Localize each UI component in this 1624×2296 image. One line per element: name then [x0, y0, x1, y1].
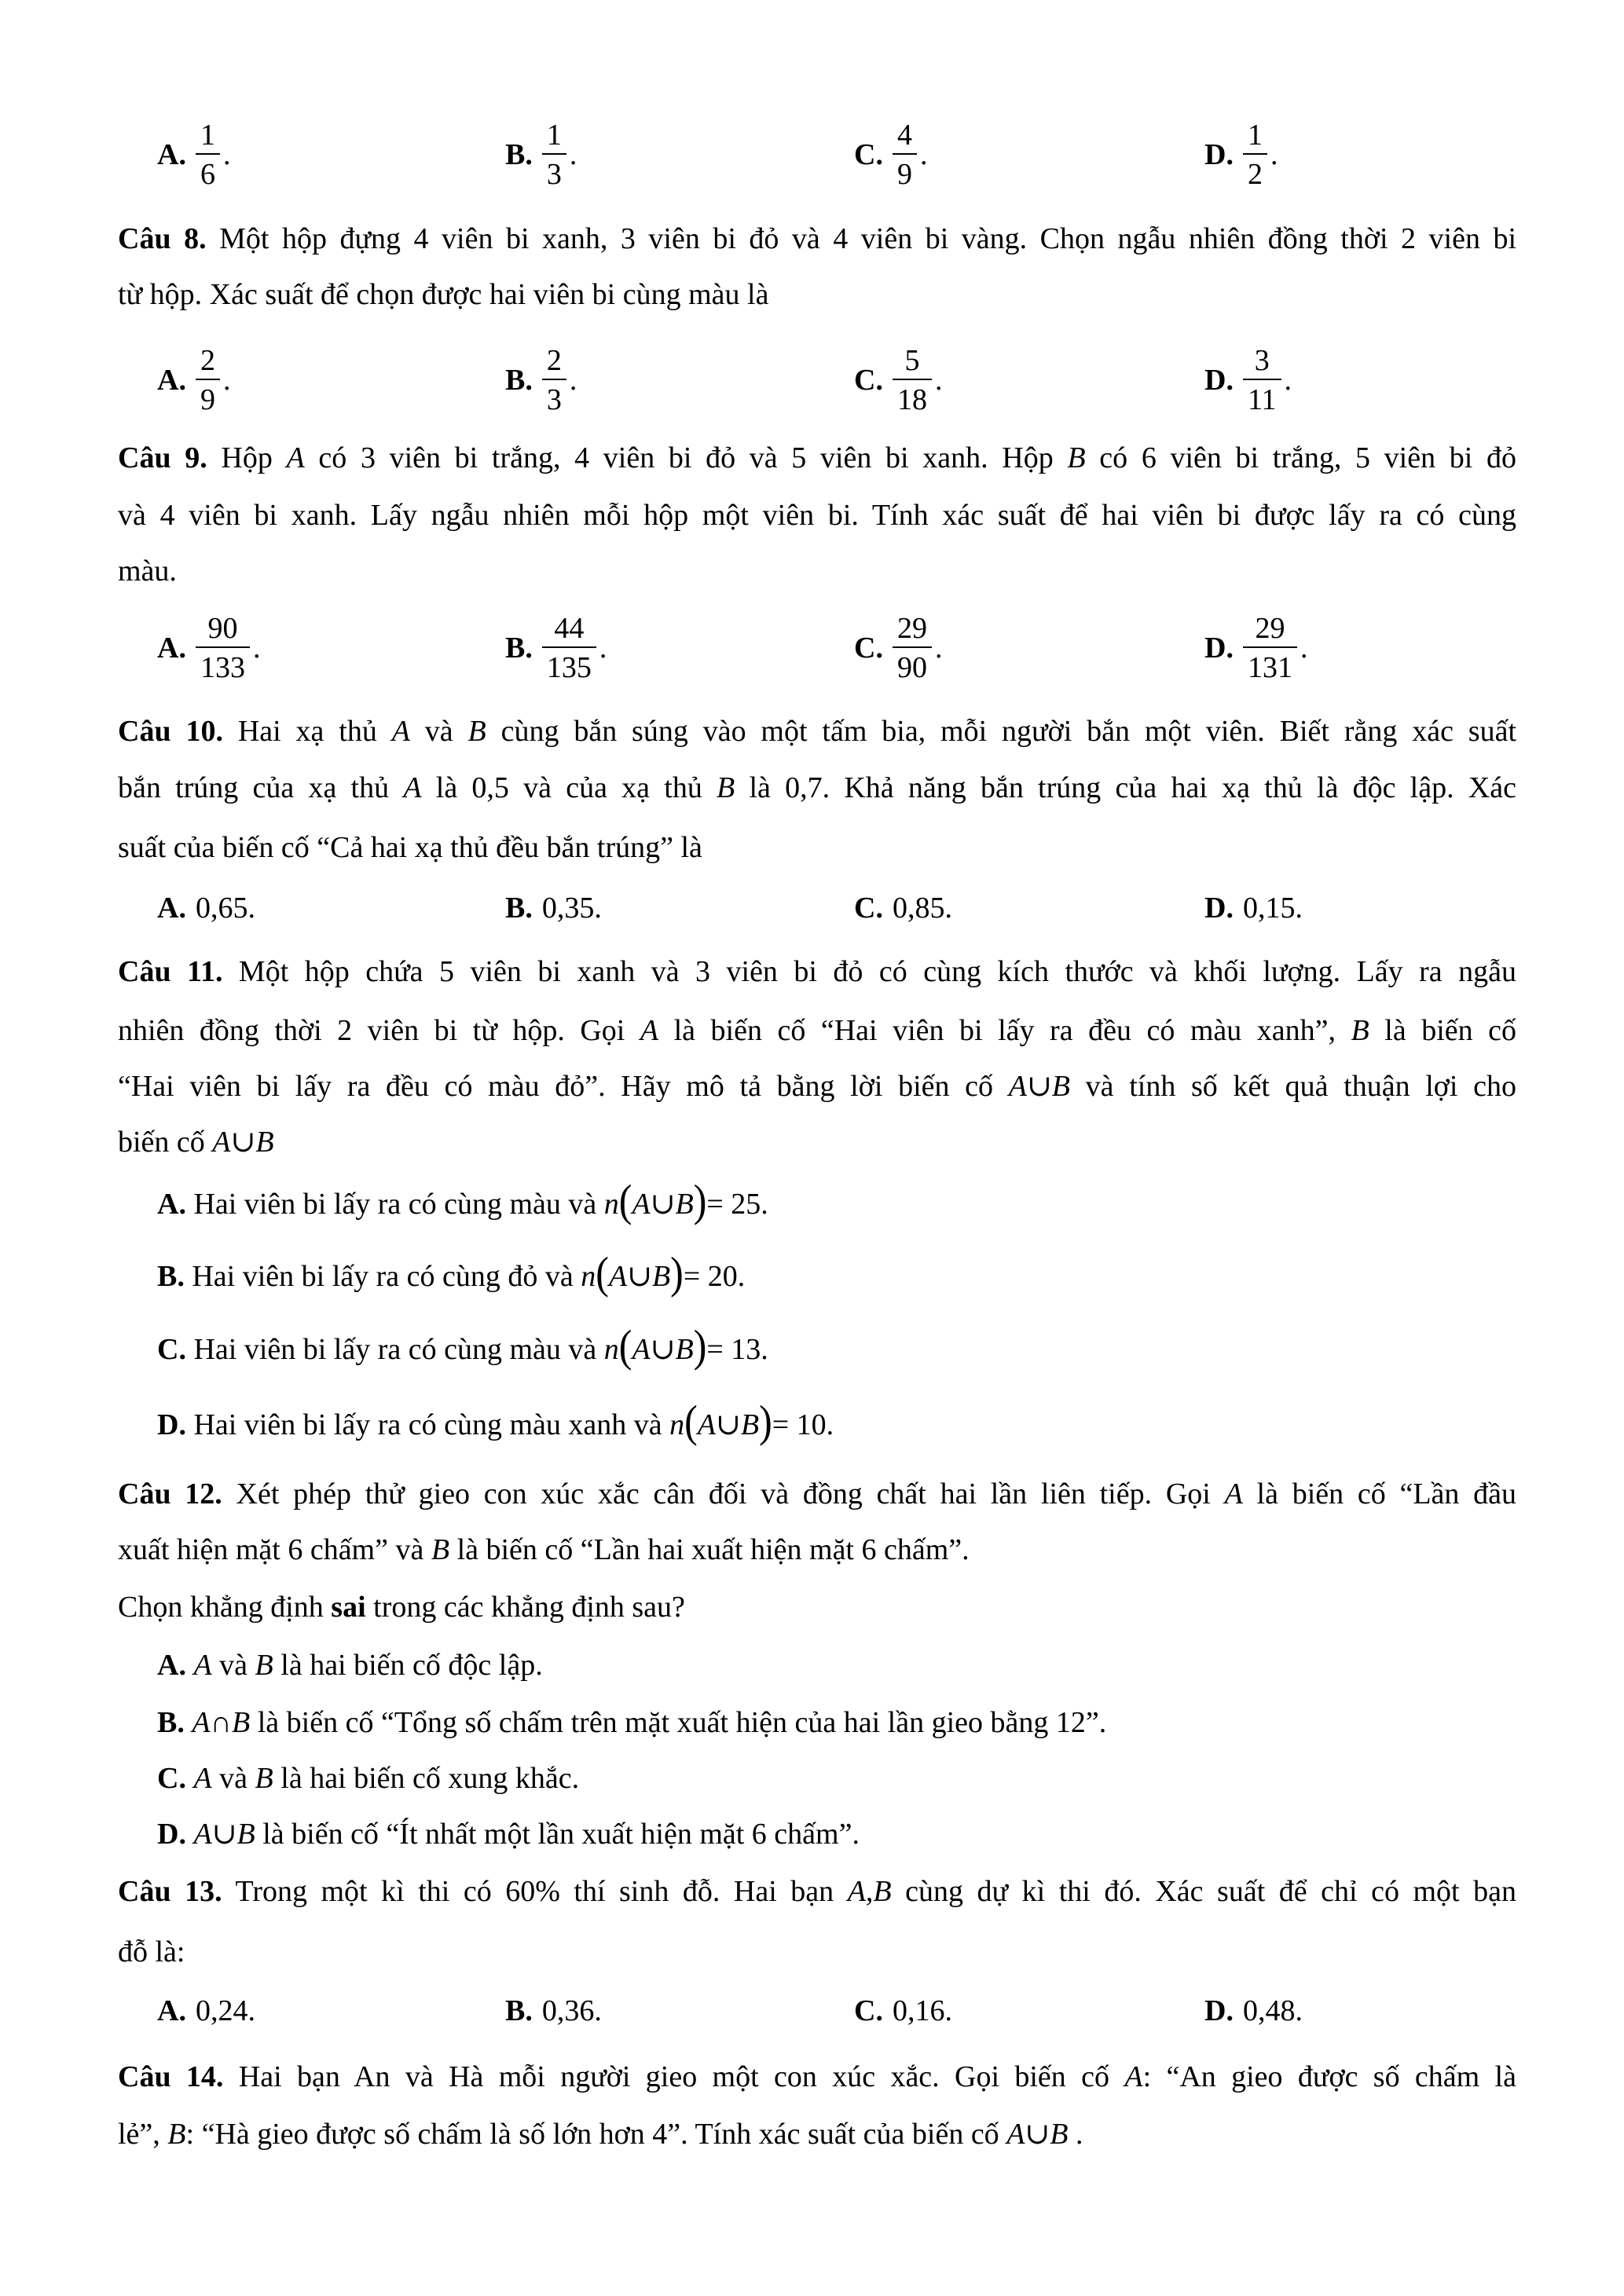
fraction: [893, 346, 932, 415]
text: là 0,5 và của xạ thủ: [421, 771, 717, 804]
question-text-line: đỗ là:: [118, 1935, 185, 1968]
option-text: là biến cố “Tổng số chấm trên mặt xuất hiện của hai lần gieo bằng 12”.: [250, 1706, 1107, 1739]
question-text-line: [118, 1466, 1516, 1522]
fraction: [196, 120, 220, 189]
denominator: 18: [896, 383, 927, 416]
answer-option-a: A. Hai viên bi lấy ra có cùng màu và n(A∪B)= 25.: [157, 1174, 768, 1226]
option-label: D.: [1204, 632, 1234, 665]
denominator: 9: [896, 158, 912, 191]
numerator: 90: [207, 612, 238, 645]
text: trong các khẳng định sau?: [365, 1591, 685, 1624]
math-var: B: [255, 1762, 273, 1795]
text: lẻ”,: [118, 2118, 168, 2151]
option-text: là biến cố “Ít nhất một lần xuất hiện mặt 6 chấm”.: [255, 1818, 860, 1851]
option-value: 0,65.: [195, 892, 255, 925]
math-expr: A∪B: [632, 1188, 694, 1221]
answer-option-c: C. Hai viên bi lấy ra có cùng màu và n(A∪B)= 13.: [157, 1320, 768, 1371]
math-expr: A∪B: [193, 1818, 255, 1851]
numerator: 3: [1254, 344, 1270, 377]
question-text-line: [118, 1863, 1516, 1920]
answer-option-c: C. A và B là hai biến cố xung khắc.: [157, 1762, 580, 1795]
answer-option-b: B. $\frac{2}{3}$ .: [505, 344, 577, 416]
math-expr: A∪B: [697, 1408, 760, 1441]
text: . Khả năng bắn trúng của hai xạ thủ là độc lập. Xác: [822, 771, 1516, 804]
question-text-line: [118, 211, 1516, 267]
question-text-line: [118, 1058, 1516, 1115]
math-expr: A∪B: [632, 1333, 694, 1366]
math-var: B: [167, 2118, 186, 2151]
math-var: A: [193, 1762, 212, 1795]
question-text-line: [118, 1002, 1516, 1059]
math-var: B: [255, 1649, 273, 1682]
question-text-line: [118, 703, 1516, 760]
option-label: A.: [157, 632, 186, 665]
denominator: 3: [546, 383, 562, 416]
option-label: C.: [157, 1333, 186, 1366]
option-text: Hai viên bi lấy ra có cùng màu và: [185, 1188, 604, 1221]
fraction: [542, 120, 566, 189]
answer-option-c: [854, 1968, 952, 2054]
question-text-line: suất của biến cố “Cả hai xạ thủ đều bắn trúng” là: [118, 831, 702, 864]
answer-option-c: C. $\frac{5}{18}$ .: [854, 344, 943, 416]
fraction: [196, 346, 220, 415]
text: là biến cố “Lần đầu: [1242, 1478, 1516, 1511]
answer-option-b: B. $\frac{44}{135}$ .: [505, 612, 607, 684]
option-value: 0,35.: [541, 892, 602, 925]
math-var: B: [717, 771, 735, 804]
text: Chọn khẳng định: [118, 1591, 332, 1624]
math-expr: A∩B: [192, 1706, 251, 1739]
question-text-line: [118, 2106, 1516, 2162]
numerator: 1: [200, 119, 215, 152]
numerator: 5: [904, 344, 920, 377]
text: cùng dự kì thi đó. Xác suất để chỉ có một bạn: [891, 1875, 1517, 1908]
fraction: [893, 613, 932, 683]
text: là: [735, 771, 786, 804]
math-var: A: [391, 715, 410, 748]
question-text-line: [118, 1114, 1516, 1170]
math-expr: A∪B: [608, 1260, 671, 1293]
fraction: [893, 120, 917, 189]
math-var: A: [403, 771, 422, 804]
option-label: A.: [157, 364, 186, 397]
fraction: [542, 613, 596, 683]
option-text: là hai biến cố độc lập.: [273, 1649, 543, 1682]
option-label: A.: [157, 138, 186, 171]
option-value: 0,16.: [892, 1994, 952, 2027]
numerator: 4: [896, 119, 912, 152]
question-text-line: [118, 760, 1516, 816]
option-label: D.: [1204, 138, 1234, 171]
math-value: = 13.: [706, 1333, 768, 1366]
answer-option-b: B. $\frac{1}{3}$ .: [505, 119, 577, 191]
answer-option-b: [505, 1968, 602, 2054]
text: Hộp: [207, 441, 287, 474]
numerator: 29: [896, 612, 927, 645]
option-label: B.: [505, 1994, 533, 2027]
fraction: [1243, 120, 1267, 189]
option-text: Hai viên bi lấy ra có cùng màu xanh và: [185, 1408, 670, 1441]
option-label: A.: [157, 1649, 186, 1682]
option-value: 0,24.: [195, 1994, 255, 2027]
option-value: 0,15.: [1242, 892, 1303, 925]
option-label: C.: [854, 1994, 883, 2027]
text: “Hai viên bi lấy ra đều có màu đỏ”. Hãy mô tả bằng lời biến cố: [118, 1070, 1009, 1103]
answer-option-d: D. $\frac{29}{131}$ .: [1204, 612, 1308, 684]
math-var: B: [431, 1533, 450, 1566]
option-label: B.: [157, 1706, 185, 1739]
answer-option-b: B. Hai viên bi lấy ra có cùng đỏ và n(A∪B)= 20.: [157, 1247, 746, 1298]
question-number: Câu 10.: [118, 715, 223, 748]
denominator: 9: [200, 383, 215, 416]
denominator: 135: [546, 651, 592, 684]
fraction: [196, 613, 250, 683]
answer-option-b: [157, 1694, 1516, 1751]
option-label: A.: [157, 1188, 186, 1221]
option-label: B.: [157, 1260, 185, 1293]
denominator: 11: [1247, 383, 1277, 416]
text: Trong một kì thi có 60% thí sinh đỗ. Hai bạn: [222, 1875, 848, 1908]
question-number: Câu 9.: [118, 441, 207, 474]
numerator: 1: [1247, 119, 1263, 152]
text: Một hộp đựng 4 viên bi xanh, 3 viên bi đỏ và 4 viên bi vàng. Chọn ngẫu nhiên đồng thời 2 viên bi: [206, 222, 1517, 255]
fraction: [1243, 613, 1297, 683]
question-text-line: [118, 2049, 1516, 2105]
option-label: B.: [505, 632, 533, 665]
math-value: = 25.: [706, 1188, 768, 1221]
answer-option-a: [157, 1968, 255, 2054]
option-label: C.: [854, 632, 883, 665]
answer-option-d: [1204, 865, 1303, 951]
option-label: B.: [505, 892, 533, 925]
answer-option-a: A. A và B là hai biến cố độc lập.: [157, 1649, 543, 1682]
answer-option-d: [1204, 1968, 1303, 2054]
answer-option-d: D. $\frac{1}{2}$ .: [1204, 119, 1278, 191]
text: Hai xạ thủ: [222, 715, 392, 748]
text: : “An gieo được số chấm là: [1142, 2060, 1516, 2093]
answer-option-d: [157, 1806, 1516, 1862]
option-value: 0,36.: [541, 1994, 602, 2027]
numerator: 1: [546, 119, 562, 152]
math-var: A: [193, 1649, 212, 1682]
text: biến cố: [118, 1126, 213, 1159]
text: là biến cố “Hai viên bi lấy ra đều có màu xanh”,: [658, 1014, 1351, 1047]
text: bắn trúng của xạ thủ: [118, 771, 404, 804]
option-label: A.: [157, 1994, 186, 2027]
math-var: B: [467, 715, 486, 748]
option-label: B.: [505, 138, 533, 171]
option-value: 0,48.: [1242, 1994, 1303, 2027]
question-text-line: [118, 1579, 1516, 1635]
math-var: B: [1067, 441, 1086, 474]
question-text-line: từ hộp. Xác suất để chọn được hai viên bi cùng màu là: [118, 278, 769, 311]
answer-option-a: A. $\frac{90}{133}$ .: [157, 612, 261, 684]
question-text-line: và 4 viên bi xanh. Lấy ngẫu nhiên mỗi hộp một viên bi. Tính xác suất để hai viên bi được lấy ra có cùng: [118, 499, 1516, 532]
math-value: = 20.: [683, 1260, 746, 1293]
answer-option-a: A. $\frac{1}{6}$ .: [157, 119, 231, 191]
text: Hai bạn An và Hà mỗi người gieo một con xúc xắc. Gọi biến cố: [223, 2060, 1125, 2093]
denominator: 133: [200, 651, 245, 684]
text: .: [1068, 2118, 1083, 2151]
math-var: A: [1224, 1478, 1243, 1511]
text: Một hộp chứa 5 viên bi xanh và 3 viên bi đỏ có cùng kích thước và khối lượng. Lấy ra ngẫu: [222, 955, 1516, 988]
text: nhiên đồng thời 2 viên bi từ hộp. Gọi: [118, 1014, 640, 1047]
answer-option-a: A. $\frac{2}{9}$ .: [157, 344, 231, 416]
option-label: A.: [157, 892, 186, 925]
denominator: 6: [200, 158, 215, 191]
text: có 3 viên bi trắng, 4 viên bi đỏ và 5 viên bi xanh. Hộp: [304, 441, 1068, 474]
numerator: 29: [1255, 612, 1285, 645]
text: có 6 viên bi trắng, 5 viên bi đỏ: [1085, 441, 1516, 474]
text: Xét phép thử gieo con xúc xắc cân đối và đồng chất hai lần liên tiếp. Gọi: [222, 1478, 1225, 1511]
option-label: B.: [505, 364, 533, 397]
text: xuất hiện mặt 6 chấm” và: [118, 1533, 431, 1566]
text: : “Hà gieo được số chấm là số lớn hơn 4”. Tính xác suất của biến cố: [185, 2118, 1007, 2151]
text: là biến cố: [1369, 1014, 1516, 1047]
question-text-line: [118, 943, 1516, 1000]
math-value: 0,7: [785, 771, 823, 804]
math-var: A: [640, 1014, 659, 1047]
answer-option-d: D. $\frac{3}{11}$ .: [1204, 344, 1292, 416]
option-value: 0,85.: [892, 892, 952, 925]
option-label: D.: [157, 1408, 186, 1441]
answer-option-c: C. $\frac{4}{9}$ .: [854, 119, 928, 191]
text: là biến cố “Lần hai xuất hiện mặt 6 chấm”.: [449, 1533, 970, 1566]
answer-option-a: [157, 865, 255, 951]
answer-option-c: [854, 865, 952, 951]
answer-option-b: [505, 865, 602, 951]
math-expr: A∪B: [212, 1126, 274, 1159]
question-number: Câu 11.: [118, 955, 223, 988]
denominator: 2: [1247, 158, 1263, 191]
text: cùng bắn súng vào một tấm bia, mỗi người bắn một viên. Biết rằng xác suất: [486, 715, 1517, 748]
answer-option-c: C. $\frac{29}{90}$ .: [854, 612, 943, 684]
math-var: A,B: [847, 1875, 892, 1908]
math-var: A: [286, 441, 305, 474]
option-label: C.: [854, 892, 883, 925]
answer-option-d: D. Hai viên bi lấy ra có cùng màu xanh và n(A∪B)= 10.: [157, 1395, 834, 1447]
fraction: [1243, 346, 1281, 415]
option-label: C.: [854, 138, 883, 171]
option-label: C.: [157, 1762, 186, 1795]
denominator: 3: [546, 158, 562, 191]
option-text: Hai viên bi lấy ra có cùng đỏ và: [184, 1260, 581, 1293]
option-label: D.: [1204, 892, 1234, 925]
fraction: [542, 346, 566, 415]
question-text-line: [118, 430, 1516, 486]
question-number: Câu 13.: [118, 1875, 222, 1908]
question-number: Câu 12.: [118, 1478, 222, 1511]
option-label: D.: [157, 1818, 186, 1851]
math-expr: A∪B: [1006, 2118, 1069, 2151]
math-expr: A∪B: [1008, 1070, 1070, 1103]
option-label: C.: [854, 364, 883, 397]
option-text: Hai viên bi lấy ra có cùng màu và: [185, 1333, 604, 1366]
question-text-line: [118, 1522, 1516, 1578]
text: và tính số kết quả thuận lợi cho: [1070, 1070, 1517, 1103]
numerator: 2: [200, 344, 215, 377]
math-value: = 10.: [772, 1408, 834, 1441]
option-label: D.: [1204, 364, 1234, 397]
option-label: D.: [1204, 1994, 1234, 2027]
question-text-line: màu.: [118, 555, 177, 588]
denominator: 131: [1247, 651, 1292, 684]
question-number: Câu 8.: [118, 222, 207, 255]
numerator: 2: [546, 344, 562, 377]
option-text: là hai biến cố xung khắc.: [273, 1762, 580, 1795]
emphasis-word: sai: [331, 1591, 366, 1624]
text: và: [409, 715, 468, 748]
denominator: 90: [896, 651, 927, 684]
math-var: B: [1351, 1014, 1369, 1047]
math-var: A: [1124, 2060, 1143, 2093]
question-number: Câu 14.: [118, 2060, 224, 2093]
numerator: 44: [554, 612, 585, 645]
